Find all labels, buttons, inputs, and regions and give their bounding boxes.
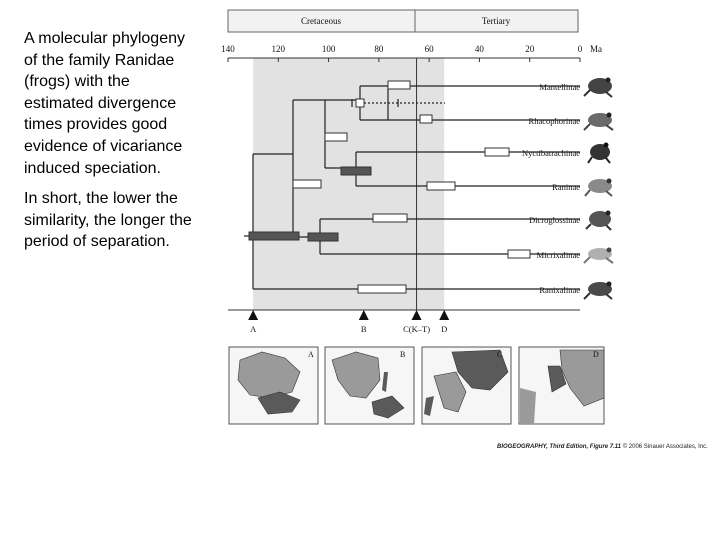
event-label: D (441, 324, 448, 334)
vicariance-shaded-interval (253, 58, 444, 310)
clade-label: Nyctibatrachinae (521, 148, 580, 158)
clade-label: Dicroglossinae (529, 215, 580, 225)
event-marker (412, 310, 422, 320)
frog-icon (584, 113, 613, 131)
map-a (229, 347, 318, 424)
bar-micrixalinae (508, 250, 530, 258)
frog-icon (584, 248, 613, 264)
axis-tick-label: 60 (424, 44, 434, 54)
event-label: B (360, 324, 367, 334)
map-d (519, 347, 604, 424)
map-label: B (400, 350, 406, 359)
frog-icons (584, 78, 613, 300)
clade-label: Raninae (552, 182, 580, 192)
frog-icon (584, 78, 612, 98)
event-label: C(K–T) (403, 324, 431, 334)
bar-dicroglossinae (373, 214, 407, 222)
time-axis-unit: Ma (590, 44, 602, 54)
bar-ranixalinae (358, 285, 406, 293)
bar-mantellinae (388, 81, 410, 89)
bar-root (249, 232, 299, 240)
bar-node-dm (308, 233, 338, 241)
axis-tick-label: 140 (221, 44, 235, 54)
bar-node-nr (341, 167, 371, 175)
credit-rest: © 2006 Sinauer Associates, Inc. (622, 444, 708, 450)
axis-tick-label: 20 (525, 44, 535, 54)
axis-tick-label: 120 (271, 44, 286, 54)
axis-tick-label: 100 (321, 44, 336, 54)
event-marker (439, 310, 449, 320)
summary-paragraph: In short, the lower the similarity, the longer the period of separation. (24, 190, 192, 251)
bar-node-mr (356, 99, 364, 107)
clade-labels (522, 82, 580, 295)
axis-tick-label: 0 (577, 44, 583, 54)
paleo-maps (229, 347, 604, 424)
intro-paragraph: A molecular phylogeny of the family Ranidae (frogs) with the estimated divergence times provides good evidence of vicariance induced speciation. (24, 30, 185, 177)
frog-icon (585, 179, 612, 197)
map-label: D (593, 350, 599, 359)
frog-icon (586, 211, 611, 231)
axis-tick-label: 40 (474, 44, 484, 54)
map-b (325, 347, 414, 424)
clade-label: Micrixalinae (536, 250, 580, 260)
event-label: A (250, 324, 257, 334)
map-label: A (308, 350, 314, 359)
event-marker (248, 310, 258, 320)
bar-node-1 (293, 180, 321, 188)
map-label: C (497, 350, 503, 359)
figure-credit (497, 444, 708, 450)
frog-icon (584, 282, 612, 300)
credit-book: BIOGEOGRAPHY, Third Edition, Figure 7.11 (497, 444, 622, 450)
bar-rhacophorinae (420, 115, 432, 123)
axis-tick-label: 80 (374, 44, 384, 54)
map-c (422, 347, 511, 424)
period-header (228, 10, 578, 32)
bar-nyctibatrachinae (485, 148, 509, 156)
frog-icon (588, 143, 610, 164)
event-marker (359, 310, 369, 320)
period-header-box (228, 10, 578, 32)
clade-label: Mantellinae (539, 82, 580, 92)
period-cretaceous: Cretaceous (301, 16, 341, 26)
bar-raninae (427, 182, 455, 190)
bar-node-2 (325, 133, 347, 141)
clade-label: Rhacophorinae (528, 116, 580, 126)
clade-label: Ranixalinae (539, 285, 580, 295)
period-tertiary: Tertiary (481, 16, 511, 26)
